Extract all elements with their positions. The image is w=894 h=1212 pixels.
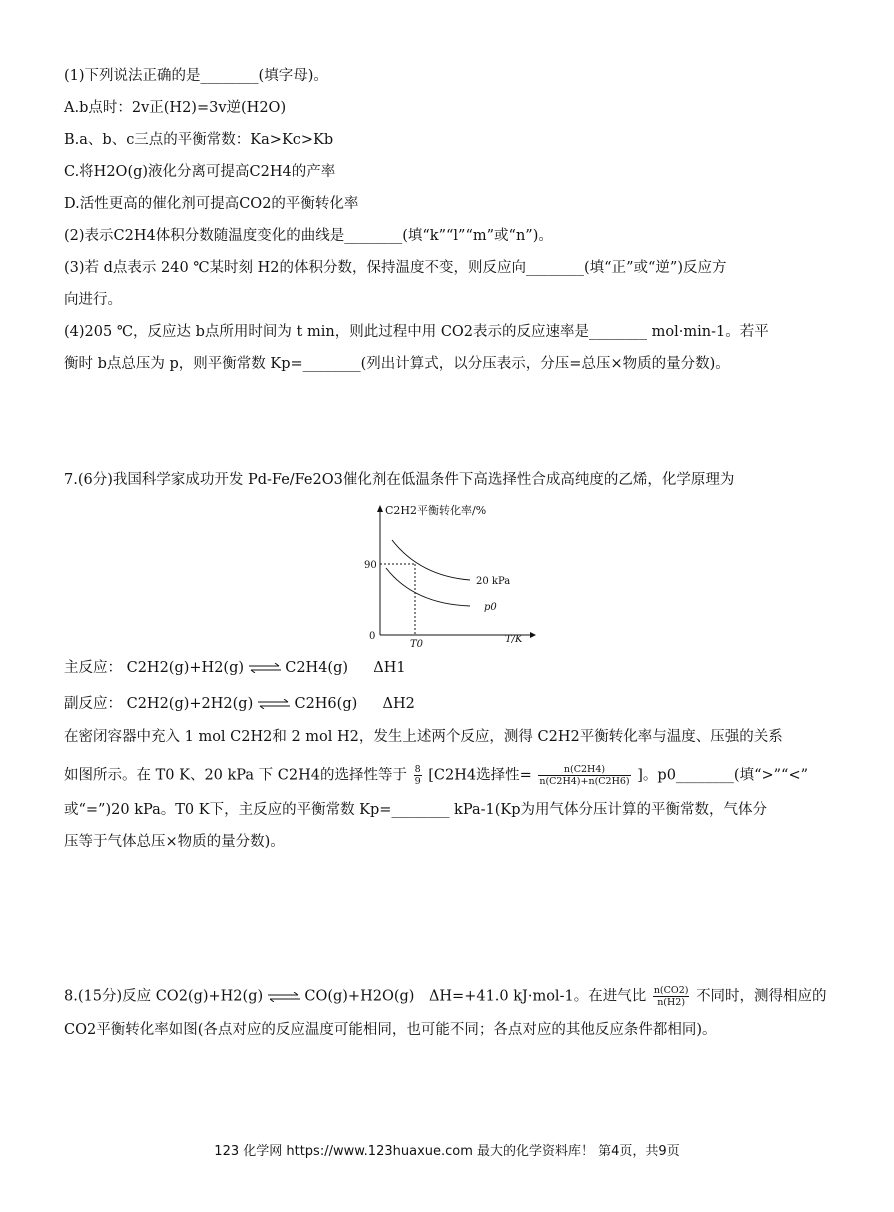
selectivity-denominator: n(C2H4)+n(C2H6) [539, 776, 630, 787]
q6-option-b: B.a、b、c三点的平衡常数：Ka>Kc>Kb [64, 132, 334, 148]
ratio-denominator: n(H2) [657, 997, 686, 1008]
side-reaction-dh: ΔH2 [382, 696, 415, 712]
q6-part3-line1: (3)若 d点表示 240 ℃某时刻 H2的体积分数，保持温度不变，则反应向________(填“正”或“逆”)反应方 [64, 260, 727, 276]
q8-line1-b: CO(g)+H2O(g) ΔH=+41.0 kJ·mol-1。在进气比 [304, 988, 647, 1005]
fraction-8-9 [414, 764, 422, 787]
q7-body-line2-end: ]。p0________(填“>”“<” [637, 767, 809, 784]
feed-ratio-fraction [653, 985, 690, 1008]
q6-option-d: D.活性更高的催化剂可提高CO2的平衡转化率 [64, 196, 359, 212]
equilibrium-arrow-icon [249, 663, 281, 673]
x-axis-arrow [530, 632, 536, 638]
equilibrium-arrow-icon [258, 699, 290, 709]
y-axis-label: C2H2平衡转化率/% [385, 504, 487, 517]
q8-line2: CO2平衡转化率如图(各点对应的反应温度可能相同，也可能不同；各点对应的其他反应条件都相同)。 [64, 1022, 717, 1038]
curve-p0 [386, 568, 470, 606]
frac-denominator: 9 [414, 776, 421, 787]
q7-body-line2-start: 如图所示。在 T0 K、20 kPa 下 C2H4的选择性等于 [64, 767, 407, 784]
q8-line1-c: 不同时，测得相应的 [696, 988, 827, 1005]
side-reaction-label: 副反应： [64, 696, 122, 712]
page-footer: 123 化学网 https://www.123huaxue.com 最大的化学资料库！ 第4页，共9页 [214, 1144, 680, 1159]
q7-body-line4: 压等于气体总压×物质的量分数)。 [64, 834, 285, 850]
main-reaction-lhs: C2H2(g)+H2(g) [126, 660, 245, 676]
selectivity-fraction [538, 764, 630, 787]
q7-intro: 7.(6分)我国科学家成功开发 Pd-Fe/Fe2O3催化剂在低温条件下高选择性合成高纯度的乙烯，化学原理为 [64, 472, 735, 488]
q6-part2: (2)表示C2H4体积分数随温度变化的曲线是________(填“k”“l”“m”或“n”)。 [64, 228, 553, 244]
q6-part1: (1)下列说法正确的是________(填字母)。 [64, 68, 328, 84]
ratio-numerator: n(CO2) [653, 985, 689, 996]
q8-line1 [64, 985, 827, 1008]
equilibrium-arrow-icon [268, 992, 300, 1002]
frac-numerator: 8 [414, 764, 421, 775]
q7-body-line1: 在密闭容器中充入 1 mol C2H2和 2 mol H2，发生上述两个反应，测得 C2H2平衡转化率与温度、压强的关系 [64, 729, 783, 745]
x-axis-label: T/K [505, 634, 523, 645]
side-reaction-lhs: C2H2(g)+2H2(g) [126, 696, 254, 712]
q7-body-line3: 或“=”)20 kPa。T0 K下，主反应的平衡常数 Kp=________ kPa-1(Kp为用气体分压计算的平衡常数，气体分 [64, 802, 767, 818]
x-tick-t0: T0 [410, 639, 424, 650]
q6-option-a: A.b点时：2v正(H2)=3v逆(H2O) [64, 100, 287, 116]
main-reaction-rhs: C2H4(g) [285, 660, 349, 676]
q8-line1-a: 8.(15分)反应 CO2(g)+H2(g) [64, 988, 264, 1005]
q6-option-c: C.将H2O(g)液化分离可提高C2H4的产率 [64, 164, 336, 180]
side-reaction-rhs: C2H6(g) [294, 696, 358, 712]
y-tick-90: 90 [364, 560, 377, 571]
legend-20kpa: 20 kPa [476, 576, 511, 587]
side-reaction [64, 694, 415, 714]
origin-label: 0 [369, 631, 376, 642]
main-reaction-dh: ΔH1 [373, 660, 406, 676]
legend-p0: p0 [484, 602, 497, 613]
selectivity-numerator: n(C2H4) [538, 764, 630, 776]
main-reaction [64, 658, 406, 678]
q6-part3-line2: 向进行。 [64, 292, 122, 308]
main-reaction-label: 主反应： [64, 660, 122, 676]
q6-part4-line1: (4)205 ℃，反应达 b点所用时间为 t min，则此过程中用 CO2表示的反应速率是________ mol·min-1。若平 [64, 324, 769, 340]
q7-body-line2 [64, 764, 808, 787]
curve-20kpa [392, 540, 470, 580]
selectivity-label: [C2H4选择性= [428, 767, 532, 784]
y-axis-arrow [377, 505, 383, 512]
q6-part4-line2: 衡时 b点总压为 p，则平衡常数 Kp=________(列出计算式，以分压表示，分压=总压×物质的量分数)。 [64, 356, 730, 372]
conversion-chart [360, 500, 540, 650]
